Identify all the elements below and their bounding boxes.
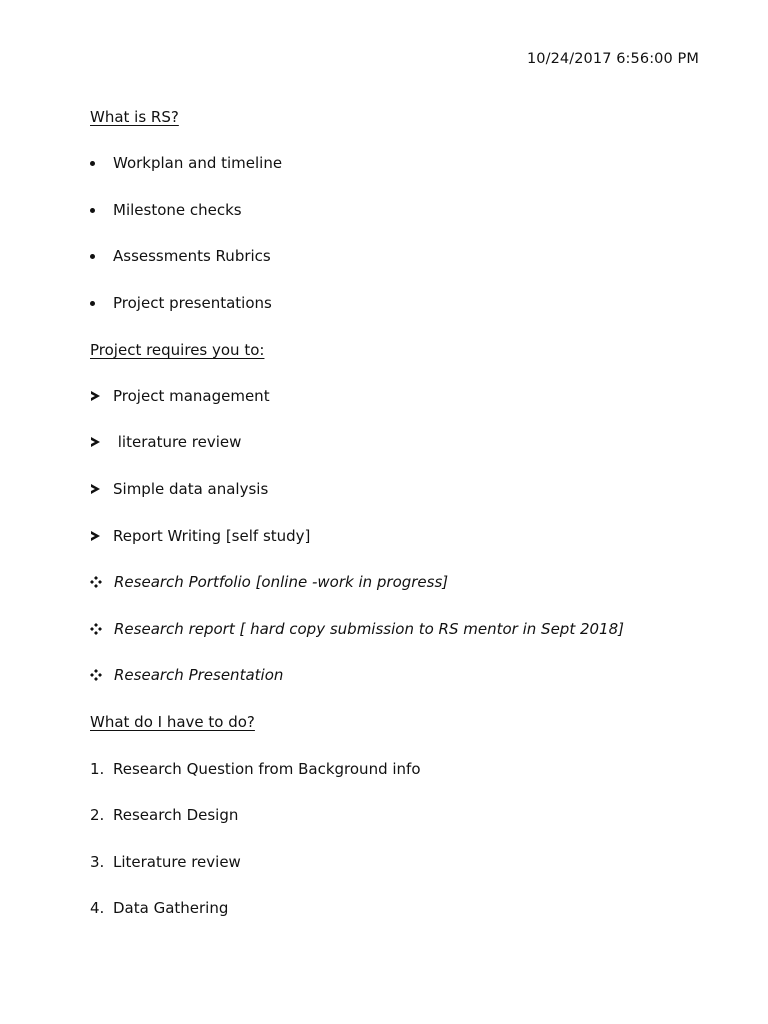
bullet-icon bbox=[90, 301, 95, 306]
timestamp: 10/24/2017 6:56:00 PM bbox=[526, 51, 699, 67]
list-item-text: Research Question from Background info bbox=[113, 760, 421, 778]
four-diamond-bullet-icon bbox=[90, 576, 102, 588]
list-item-text: Project management bbox=[113, 387, 270, 405]
arrowhead-bullet-icon bbox=[91, 531, 100, 541]
four-diamond-bullet-icon bbox=[90, 623, 102, 635]
list-item-text: Research Portfolio [online -work in progress] bbox=[114, 573, 449, 591]
list-item-text: Milestone checks bbox=[113, 201, 242, 219]
list-item-text: Research Presentation bbox=[114, 666, 284, 684]
list-item-text: Report Writing [self study] bbox=[113, 527, 311, 545]
list-item-text: Workplan and timeline bbox=[113, 154, 283, 172]
bullet-icon bbox=[90, 161, 95, 166]
list-number: 4. bbox=[90, 899, 105, 917]
list-item-text: Simple data analysis bbox=[113, 480, 269, 498]
heading-what-is-rs: What is RS? bbox=[90, 108, 179, 126]
list-item-text: Project presentations bbox=[113, 294, 272, 312]
list-item-text: Literature review bbox=[113, 853, 241, 871]
list-item-text: Data Gathering bbox=[113, 899, 229, 917]
arrowhead-bullet-icon bbox=[91, 437, 100, 447]
heading-what-do-i-have-to-do: What do I have to do? bbox=[90, 713, 255, 731]
bullet-icon bbox=[90, 254, 95, 259]
list-number: 2. bbox=[90, 806, 105, 824]
list-item-text: Assessments Rubrics bbox=[113, 247, 271, 265]
arrowhead-bullet-icon bbox=[91, 484, 100, 494]
list-number: 3. bbox=[90, 853, 105, 871]
list-number: 1. bbox=[90, 760, 105, 778]
list-item-text: literature review bbox=[113, 433, 242, 451]
list-item-text: Research report [ hard copy submission to RS mentor in Sept 2018] bbox=[114, 620, 624, 638]
heading-project-requires: Project requires you to: bbox=[90, 341, 265, 359]
four-diamond-bullet-icon bbox=[90, 669, 102, 681]
list-item-text: Research Design bbox=[113, 806, 239, 824]
bullet-icon bbox=[90, 208, 95, 213]
arrowhead-bullet-icon bbox=[91, 391, 100, 401]
